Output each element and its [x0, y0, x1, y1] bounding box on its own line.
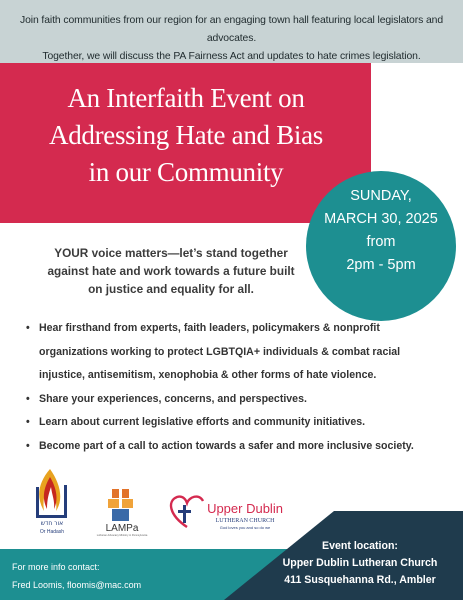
contact-title: For more info contact:	[12, 562, 100, 572]
or-hadash-hebrew: אור חדש	[40, 520, 64, 527]
contact-detail: Fred Loomis, floomis@mac.com	[12, 580, 142, 590]
or-hadash-name: Or Hadash	[39, 529, 65, 535]
location-name: Upper Dublin Lutheran Church	[282, 557, 438, 569]
bullet-line: Learn about current legislative efforts and community initiatives.	[39, 416, 366, 428]
intro-line-2: Together, we will discuss the PA Fairness Act and updates to hate crimes legislation.	[42, 51, 421, 62]
date-date: MARCH 30, 2025	[324, 211, 438, 227]
bullet-dot-icon: •	[26, 322, 30, 334]
bullet-line: Become part of a call to action towards a safer and more inclusive society.	[39, 439, 414, 452]
bullet-line: injustice, antisemitism, xenophobia & other forms of hate violence.	[39, 369, 377, 381]
bullet-dot-icon: •	[26, 392, 30, 405]
upper-dublin-name: Upper Dublin	[207, 501, 283, 516]
bullet-line: Hear firsthand from experts, faith leaders, policymakers & nonprofit	[39, 322, 380, 334]
tagline-line-3: on justice and equality for all.	[88, 282, 254, 296]
date-time: 2pm - 5pm	[346, 257, 416, 273]
bullet-line: Share your experiences, concerns, and perspectives.	[39, 392, 307, 405]
bullet-dot-icon: •	[26, 439, 30, 452]
lampa-subtitle: Lutheran Advocacy Ministry in Pennsylvania	[96, 534, 148, 537]
intro-line-1: Join faith communities from our region for an engaging town hall featuring local legislators and advocates.	[19, 15, 443, 44]
upper-dublin-tagline: God loves you and so do we	[219, 525, 271, 530]
upper-dublin-sub: LUTHERAN CHURCH	[215, 518, 275, 524]
tagline-line-2: against hate and work towards a future built	[47, 264, 295, 278]
date-day: SUNDAY,	[350, 188, 412, 204]
event-location	[262, 538, 458, 589]
title-line-2: Addressing Hate and Bias	[49, 120, 323, 150]
title-line-1: An Interfaith Event on	[67, 83, 305, 113]
bullet-line: organizations working to protect LGBTQIA+ individuals & combat racial	[39, 345, 401, 358]
location-address: 411 Susquehanna Rd., Ambler	[284, 574, 436, 586]
tagline-line-1: YOUR voice matters—let’s stand together	[54, 246, 288, 260]
lampa-name: LAMPa	[105, 523, 139, 534]
location-title: Event location:	[322, 540, 398, 552]
bullet-dot-icon: •	[26, 416, 30, 428]
title-line-3: in our Community	[88, 157, 284, 187]
date-from: from	[366, 234, 396, 250]
